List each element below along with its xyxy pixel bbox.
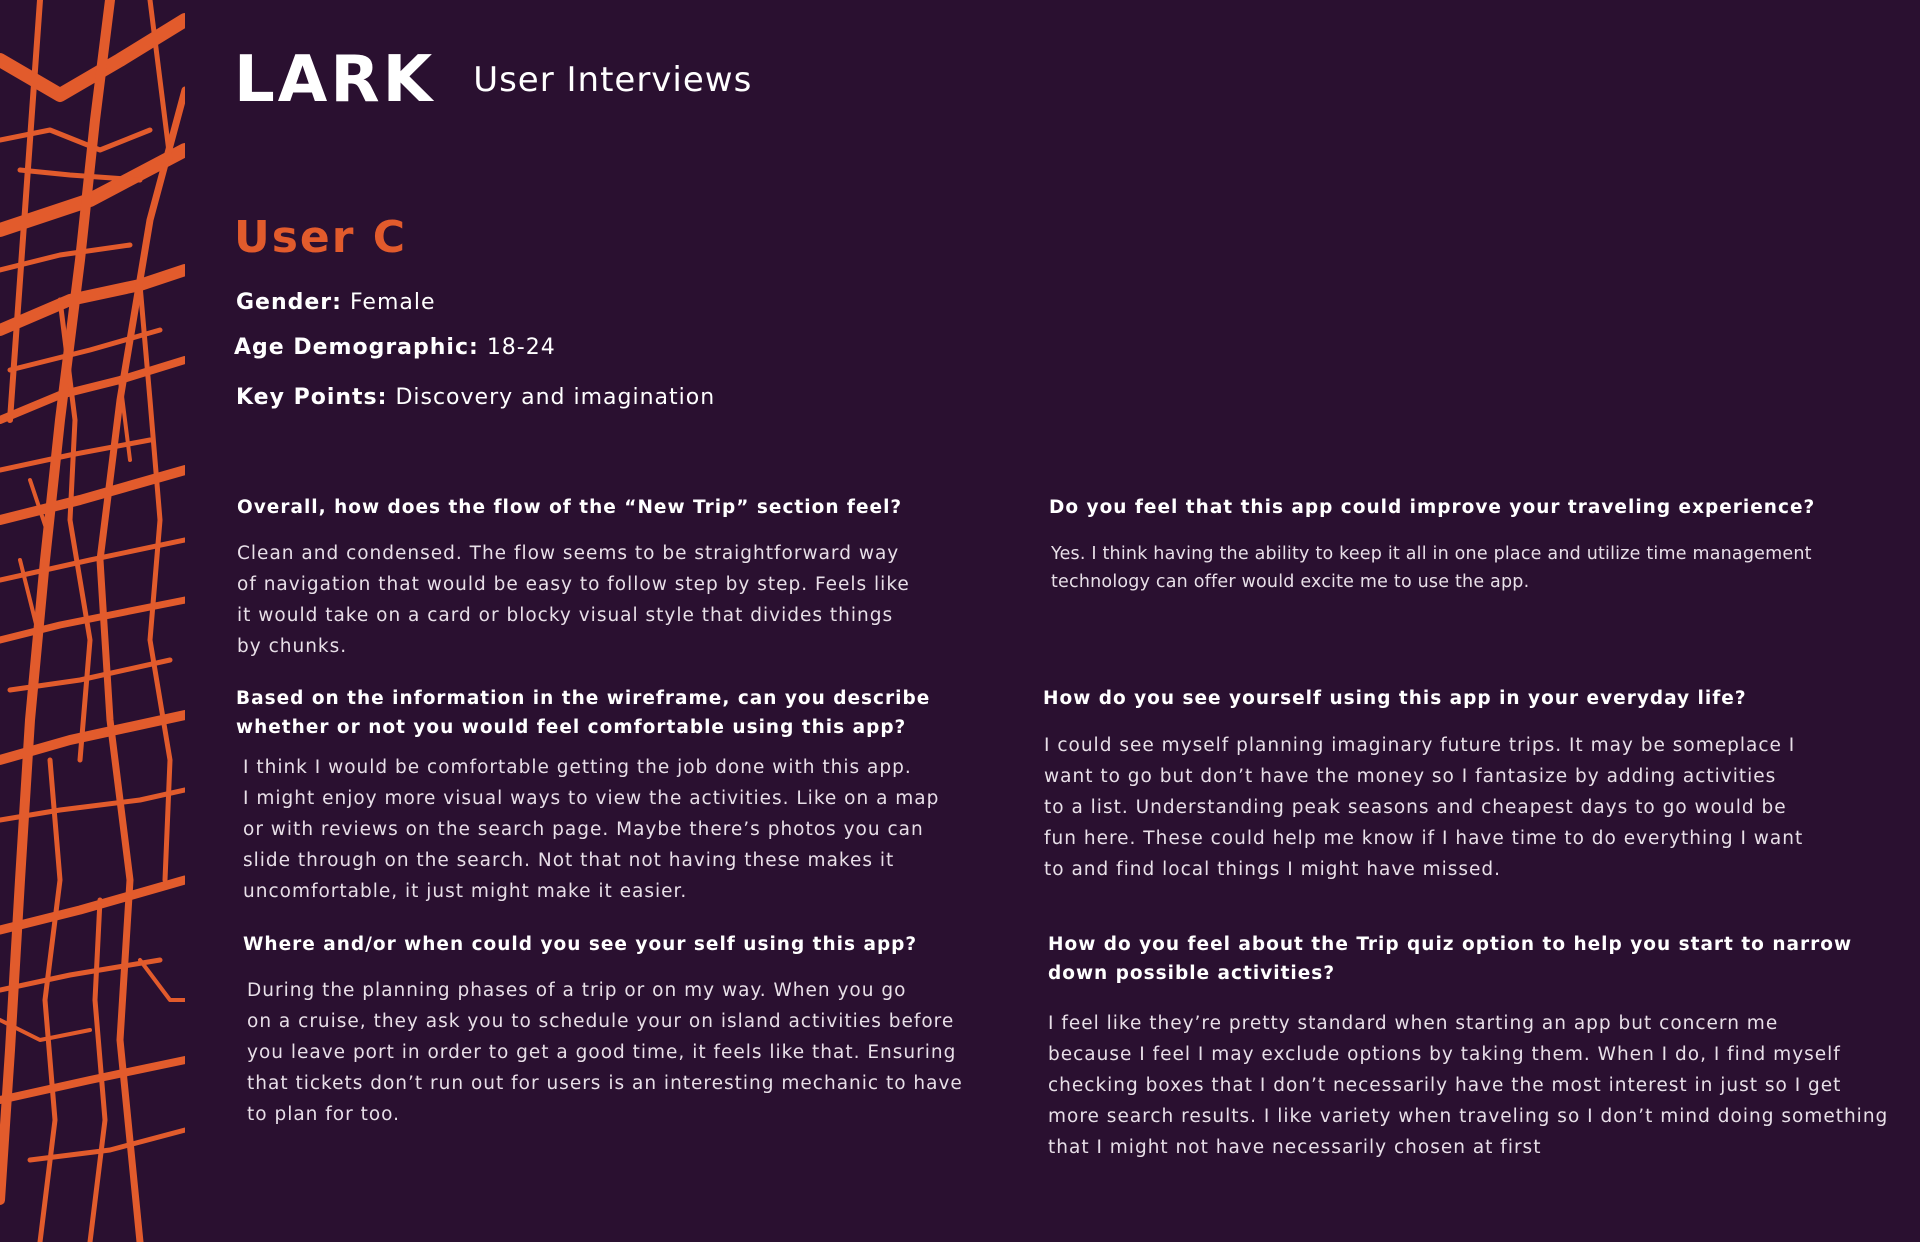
keypoints-value: Discovery and imagination [395, 385, 716, 410]
street-map-decoration [0, 0, 185, 1242]
qa-block [243, 930, 983, 1130]
answer: I think I would be comfortable getting the job done with this app. I might enjoy more visual ways to view the activities. Like on a map or with reviews on the search page. Maybe there’s photos you can slide through on the search. Not that not having these makes it uncomfortable, it just might make it easier. [243, 757, 940, 902]
gender-label: Gender: [236, 290, 342, 315]
question: Do you feel that this app could improve your traveling experience? [1049, 497, 1816, 518]
qa-block [1048, 930, 1918, 1163]
answer: I could see myself planning imaginary future trips. It may be someplace I want to go but don’t have the money so I fantasize by adding activities to a list. Understanding peak seasons and cheapest days to go would be fun here. These could help me know if I have time to do everything I want to and find local things I might have missed. [1044, 735, 1804, 880]
question: Overall, how does the flow of the “New Trip” section feel? [237, 497, 903, 518]
answer: I feel like they’re pretty standard when starting an app but concern me because I feel I may exclude options by taking them. When I do, I find myself checking boxes that I don’t necessarily have the most interest in just so I get more search results. I like variety when traveling so I don’t mind doing something that I might not have necessarily chosen at first [1048, 1013, 1889, 1158]
question: How do you feel about the Trip quiz option to help you start to narrow down possible activities? [1048, 934, 1853, 984]
qa-block [1043, 684, 1903, 885]
gender-value: Female [349, 290, 436, 315]
page-title: User Interviews [473, 60, 753, 100]
header [234, 43, 753, 117]
qa-block [237, 493, 977, 662]
qa-block [1049, 493, 1909, 596]
lark-logo: LARK [234, 43, 436, 117]
user-name: User C [234, 212, 408, 263]
age-label: Age Demographic: [234, 335, 479, 360]
qa-block [236, 684, 976, 907]
answer: Yes. I think having the ability to keep it all in one place and utilize time management technology can offer would excite me to use the app. [1051, 544, 1812, 592]
keypoints-label: Key Points: [236, 385, 388, 410]
question: How do you see yourself using this app in your everyday life? [1043, 688, 1747, 709]
age-row [234, 335, 556, 360]
age-value: 18-24 [486, 335, 556, 360]
keypoints-row [236, 385, 715, 410]
answer: Clean and condensed. The flow seems to be straightforward way of navigation that would be easy to follow step by step. Feels like it would take on a card or blocky visual style that divides things by chunks. [237, 543, 910, 657]
answer: During the planning phases of a trip or on my way. When you go on a cruise, they ask you to schedule your on island activities before you leave port in order to get a good time, it feels like that. Ensuring that tickets don’t run out for users is an interesting mechanic to have to plan for too. [247, 980, 963, 1125]
gender-row [236, 290, 436, 315]
question: Based on the information in the wireframe, can you describe whether or not you would feel comfortable using this app? [236, 688, 931, 738]
question: Where and/or when could you see your self using this app? [243, 934, 918, 955]
